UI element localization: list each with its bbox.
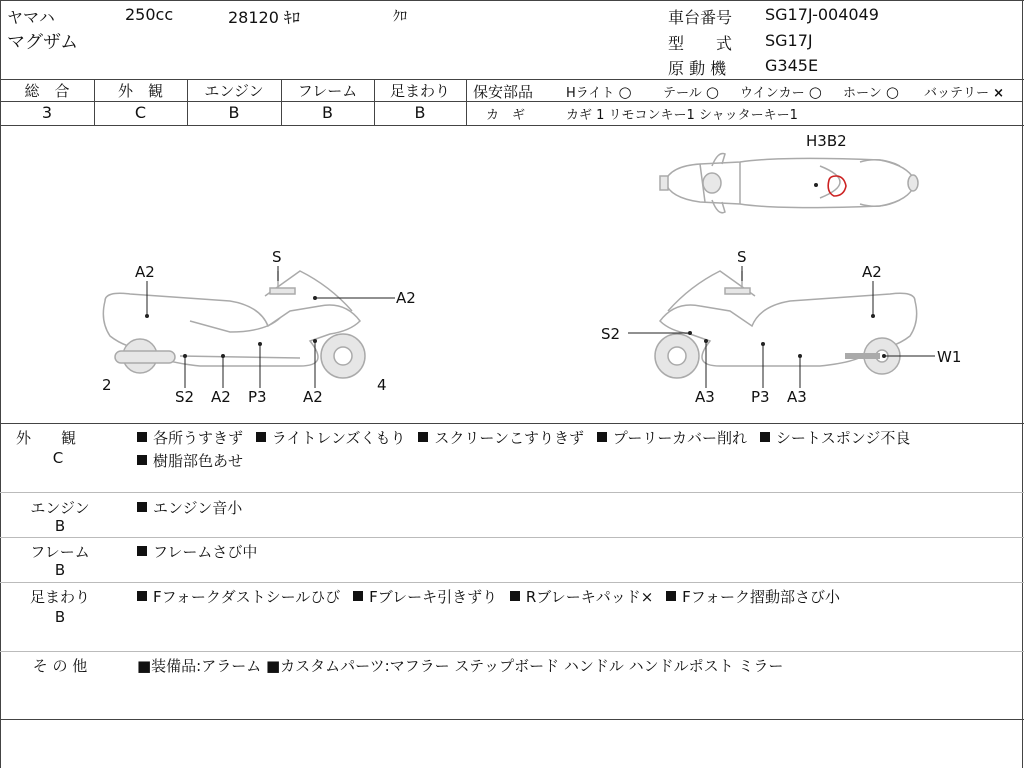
grade-overall-label: 総 合 xyxy=(24,82,70,100)
label-left-0: A2 xyxy=(135,263,155,281)
maker: ヤマハ xyxy=(7,8,55,27)
comment-other-label: そ の 他 xyxy=(32,657,88,675)
grade-overall-value: 3 xyxy=(41,103,53,122)
comment-exterior-line-1: 各所うすきず ライトレンズくもり スクリーンこすりきず プーリーカバー削れ シートスポンジ不良 xyxy=(137,427,918,448)
comment-frame-line-1: フレームさび中 xyxy=(137,541,265,562)
displacement: 250cc xyxy=(125,5,174,24)
keys-value: カギ 1 リモコンキー1 シャッターキー1 xyxy=(566,108,798,123)
model-code-label: 型 式 xyxy=(668,34,733,53)
grade-frame-label: フレーム xyxy=(297,82,358,100)
grade-suspension-label: 足まわり xyxy=(389,82,450,100)
top-pointer-dot xyxy=(814,183,818,187)
safety-item-headlight: Hライト ○ xyxy=(566,83,632,101)
safety-item-battery: バッテリー × xyxy=(924,86,1005,101)
comment-engine-label: エンジン xyxy=(30,499,90,517)
label-left-6: P3 xyxy=(248,388,267,406)
label-left-5: A2 xyxy=(211,388,231,406)
label-left-2: A2 xyxy=(396,289,416,307)
comment-exterior-label: 外 観 xyxy=(15,429,76,447)
label-right-6: A3 xyxy=(787,388,807,406)
grade-engine-label: エンジン xyxy=(204,82,264,100)
damage-mark-seat xyxy=(828,176,846,196)
safety-divider xyxy=(466,101,1022,102)
frame-top xyxy=(0,0,1024,1)
comment-divider-2 xyxy=(0,537,1024,538)
grade-suspension-value: B xyxy=(414,103,426,122)
comment-engine-line-1: エンジン音小 xyxy=(137,497,250,518)
color: ｸﾛ xyxy=(393,9,407,25)
comment-suspension-label: 足まわり xyxy=(29,588,90,606)
engine-label: 原 動 機 xyxy=(668,59,727,78)
grade-frame-value: B xyxy=(322,103,333,122)
label-right-1: A2 xyxy=(862,263,882,281)
comment-frame-grade: B xyxy=(54,561,66,579)
grade-header-line xyxy=(0,101,466,102)
label-right-0: S xyxy=(737,248,747,266)
comment-bottom-line xyxy=(0,719,1024,720)
grade-col-5 xyxy=(466,79,467,126)
safety-item-horn: ホーン ○ xyxy=(843,83,899,101)
safety-item-tail: テール ○ xyxy=(663,83,719,101)
model-name: マグザム xyxy=(7,32,79,53)
comment-exterior-grade: C xyxy=(52,449,64,467)
frame-right xyxy=(1022,0,1023,768)
label-right-2: S2 xyxy=(601,325,621,343)
frame-no-label: 車台番号 xyxy=(668,8,733,27)
grade-engine-value: B xyxy=(228,103,240,122)
label-left-7: A2 xyxy=(303,388,323,406)
label-top-h3b2: H3B2 xyxy=(806,132,847,150)
comment-other-line-1: ■装備品:アラーム ■カスタムパーツ:マフラー ステップボード ハンドル ハンドルポスト ミラー xyxy=(137,657,784,675)
label-left-8: 4 xyxy=(377,376,387,394)
model-code: SG17J xyxy=(765,31,813,50)
comment-exterior-line-2: 樹脂部色あせ xyxy=(137,450,251,471)
label-left-1: S xyxy=(272,248,282,266)
label-right-5: P3 xyxy=(751,388,770,406)
engine-code: G345E xyxy=(765,56,819,75)
comment-frame-label: フレーム xyxy=(30,543,90,561)
label-right-3: W1 xyxy=(937,348,962,366)
frame-no: SG17J-004049 xyxy=(765,5,879,24)
comment-suspension-line-1: Fフォークダストシールひび Fブレーキ引きずり Rブレーキパッド× Fフォーク摺動部さび小 xyxy=(137,586,848,607)
diagram-bottom-line xyxy=(0,423,1024,424)
grade-exterior-value: C xyxy=(134,103,147,122)
damage-diagram xyxy=(0,126,1022,422)
comment-divider-3 xyxy=(0,582,1024,583)
comment-suspension-grade: B xyxy=(54,608,66,626)
label-right-4: A3 xyxy=(695,388,715,406)
label-left-4: S2 xyxy=(175,388,195,406)
mileage: 28120 ｷﾛ xyxy=(228,8,300,27)
safety-item-winker: ウインカー ○ xyxy=(740,83,822,101)
right-pointer-dots xyxy=(688,314,886,358)
top-view-bike xyxy=(660,154,918,213)
right-side-bike xyxy=(655,271,917,378)
comment-divider-1 xyxy=(0,492,1024,493)
keys-label: カ ギ xyxy=(486,108,526,123)
left-side-bike xyxy=(103,271,365,378)
comment-engine-grade: B xyxy=(54,517,66,535)
label-left-3: 2 xyxy=(102,376,112,394)
comment-divider-4 xyxy=(0,651,1024,652)
grade-exterior-label: 外 観 xyxy=(117,82,163,100)
left-pointer-dots xyxy=(145,296,317,358)
safety-label: 保安部品 xyxy=(473,83,534,101)
